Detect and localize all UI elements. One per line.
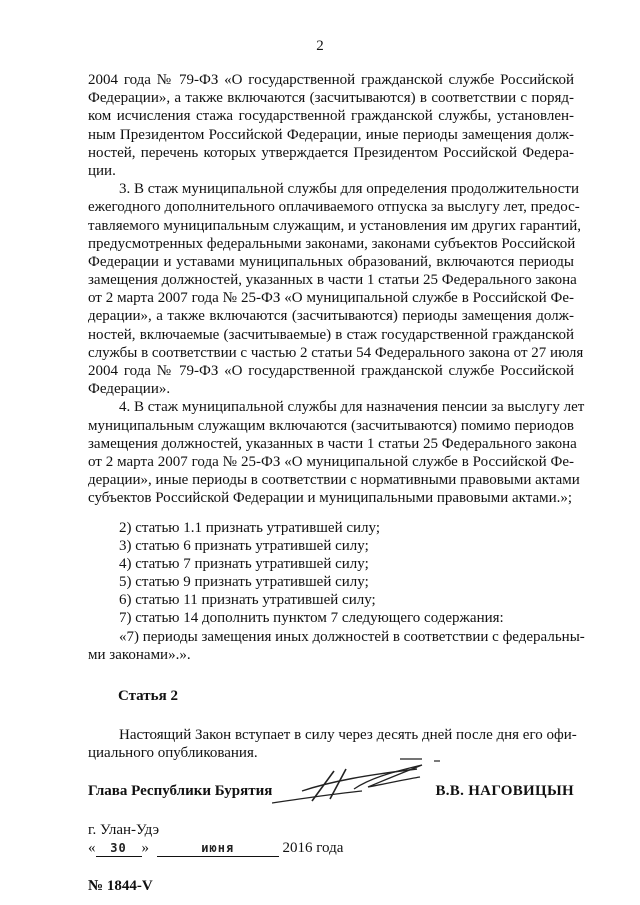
date-open-quote: « [88, 840, 96, 856]
signatory-position: Глава Республики Бурятия [88, 783, 273, 799]
text-line: ежегодного дополнительного оплачиваемого отпуска за выслугу лет, предос- [88, 199, 580, 216]
date-year: 2016 года [282, 840, 344, 856]
date-month: июня [157, 841, 279, 857]
text-line: 4) статью 7 признать утратившей силу; [119, 555, 369, 572]
text-line: дерации», а также включаются (засчитываются) периоды замещения долж- [88, 308, 574, 325]
text-line: 2004 года № 79-ФЗ «О государственной гражданской службе Российской [88, 363, 574, 379]
text-line: субъектов Российской Федерации и муниципальными правовыми актами.»; [88, 490, 573, 507]
text-line: ным Президентом Российской Федерации, иные периоды замещения долж- [88, 126, 574, 143]
text-line: 7) статью 14 дополнить пунктом 7 следующего содержания: [119, 610, 504, 627]
text-line: Федерации», а также включаются (засчитываются) в соответствии с поряд- [88, 90, 574, 107]
date-day: 30 [96, 841, 142, 857]
text-line: «7) периоды замещения иных должностей в соответствии с федеральны- [119, 628, 585, 645]
text-line: от 2 марта 2007 года № 25-ФЗ «О муниципальной службе в Российской Фе- [88, 290, 574, 307]
text-line: от 2 марта 2007 года № 25-ФЗ «О муниципальной службе в Российской Фе- [88, 453, 574, 470]
page-number: 2 [316, 38, 324, 54]
article-2-title: Статья 2 [118, 688, 178, 704]
text-line: 3) статью 6 признать утратившей силу; [119, 537, 369, 554]
text-line: 4. В стаж муниципальной службы для назначения пенсии за выслугу лет [119, 399, 585, 416]
date-close-quote: » [141, 840, 149, 856]
place-of-signing: г. Улан-Удэ [88, 822, 160, 838]
signing-date [88, 840, 343, 857]
signatory-name: В.В. НАГОВИЦЫН [435, 783, 574, 799]
text-line: Федерации и уставами муниципальных образований, включаются периоды [88, 253, 574, 270]
text-line: ции. [88, 162, 116, 179]
text-line: ми законами».». [88, 646, 191, 663]
text-line: 2004 года № 79-ФЗ «О государственной гражданской службе Российской [88, 72, 574, 88]
text-line: 2) статью 1.1 признать утратившей силу; [119, 519, 380, 536]
text-line: ком исчисления стажа государственной гражданской службы, установлен- [88, 108, 574, 125]
document-number: № 1844-V [88, 878, 153, 894]
text-line: Федерации». [88, 381, 171, 398]
text-line: службы в соответствии с частью 2 статьи 54 Федерального закона от 27 июля [88, 344, 584, 361]
signature-block [88, 783, 574, 807]
text-line: Настоящий Закон вступает в силу через десять дней после дня его офи- [119, 727, 577, 743]
text-line: замещения должностей, указанных в части 1 статьи 25 Федерального закона [88, 272, 577, 289]
text-line: дерации», иные периоды в соответствии с нормативными правовыми актами [88, 472, 580, 489]
law-body-text [88, 71, 585, 664]
text-line: 6) статью 11 признать утратившей силу; [119, 592, 376, 609]
text-line: муниципальным служащим включаются (засчитываются) помимо периодов [88, 417, 574, 434]
text-line: ностей, перечень которых утверждается Президентом Российской Федера- [88, 144, 574, 161]
text-line: 3. В стаж муниципальной службы для определения продолжительности [119, 181, 580, 198]
text-line: тавляемого муниципальным служащим, и установления им других гарантий, [88, 217, 582, 234]
text-line: циального опубликования. [88, 745, 258, 762]
text-line: ностей, включаемые (засчитываемые) в стаж государственной гражданской [88, 326, 574, 343]
text-line: замещения должностей, указанных в части 1 статьи 25 Федерального закона [88, 435, 577, 452]
text-line: 5) статью 9 признать утратившей силу; [119, 574, 369, 591]
text-line: предусмотренных федеральными законами, законами субъектов Российской [88, 235, 576, 252]
